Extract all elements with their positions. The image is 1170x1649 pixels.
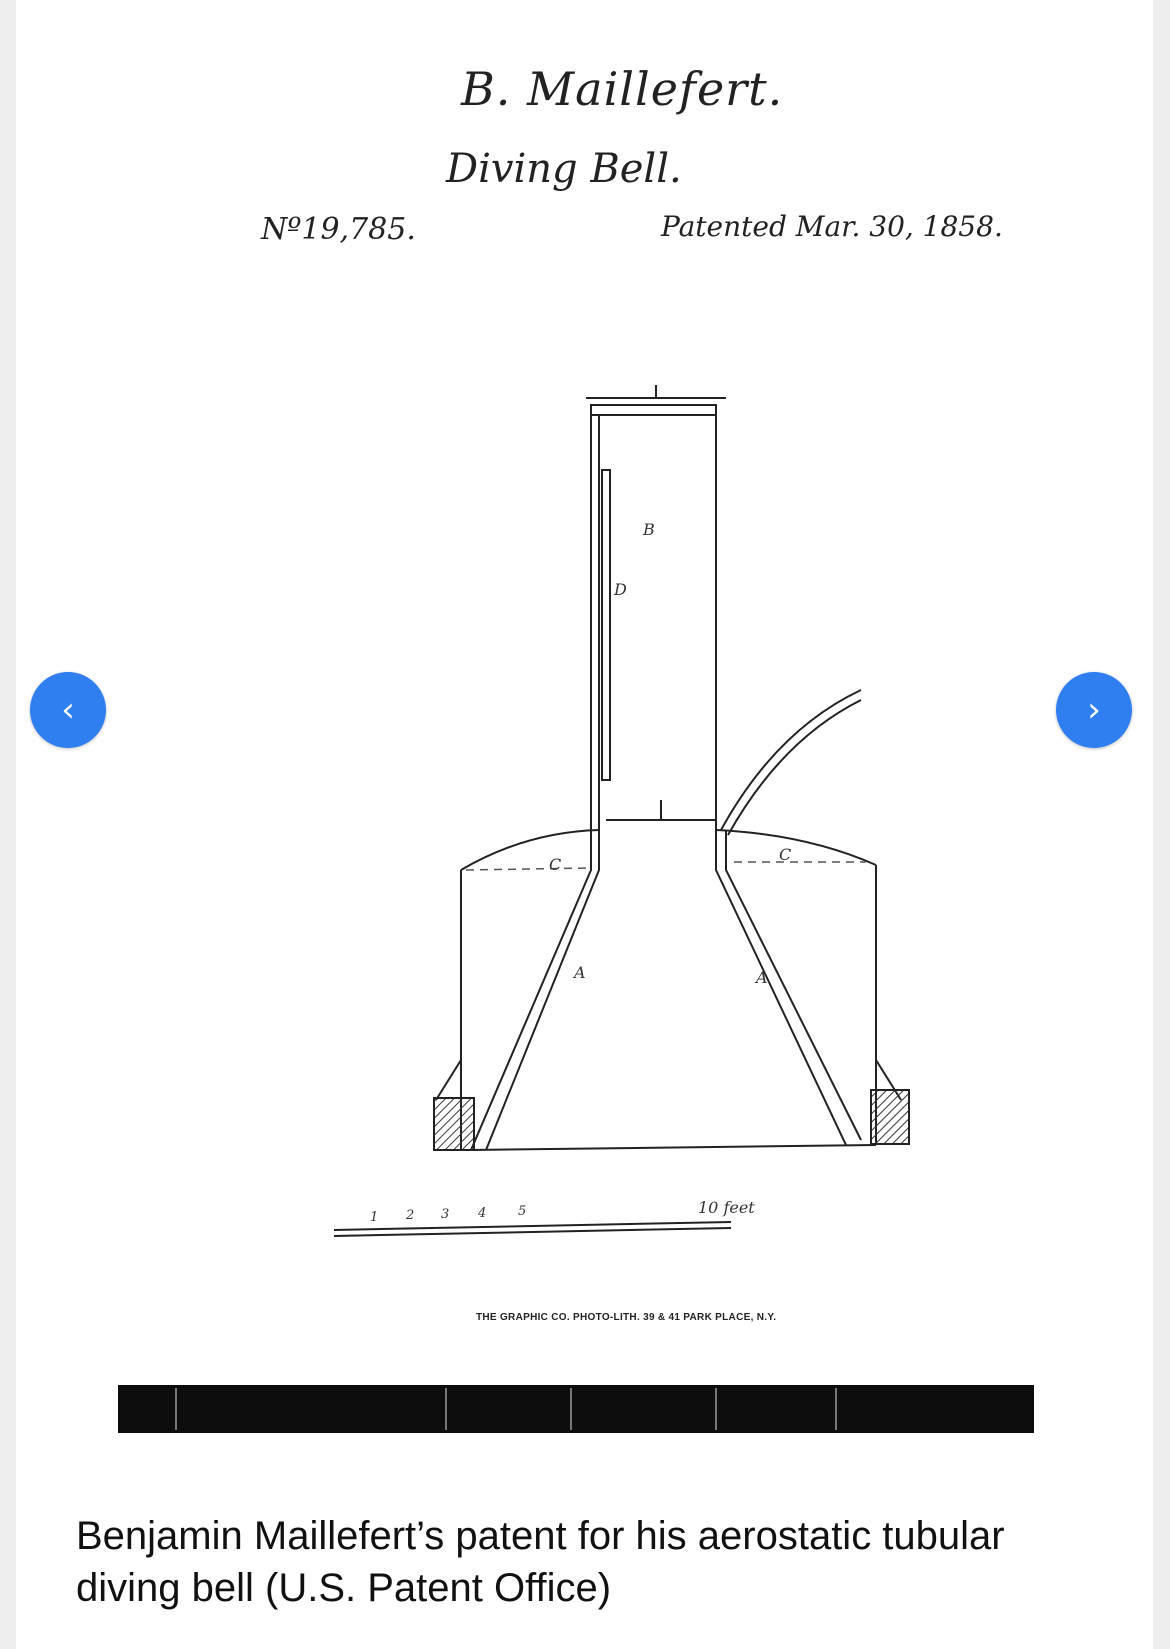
slide-card xyxy=(16,0,1153,1649)
scale-end-label: 10 feet xyxy=(698,1198,755,1217)
base-line xyxy=(471,1145,876,1150)
left-cone-wall xyxy=(486,830,599,1150)
right-cone-wall-outer xyxy=(726,830,861,1140)
right-weight xyxy=(871,1090,909,1144)
part-label-a-right: A xyxy=(756,968,768,987)
scale-tick-4: 4 xyxy=(478,1206,487,1221)
air-hose-inner xyxy=(728,700,861,835)
patent-drawing xyxy=(16,0,1153,1440)
left-cone-wall-outer xyxy=(471,830,591,1150)
right-cone-wall xyxy=(716,830,846,1145)
invention-title: Diving Bell. xyxy=(446,146,682,192)
part-label-a-left: A xyxy=(574,963,586,982)
part-label-d: D xyxy=(614,580,627,599)
scale-tick-3: 3 xyxy=(441,1207,450,1222)
scale-tick-5: 5 xyxy=(518,1204,527,1219)
next-image-button[interactable] xyxy=(1056,672,1132,748)
inventor-signature: B. Maillefert. xyxy=(461,62,784,116)
part-label-c-right: C xyxy=(779,845,792,864)
lithographer-imprint: THE GRAPHIC CO. PHOTO-LITH. 39 & 41 PARK PLACE, N.Y. xyxy=(476,1312,777,1323)
scale-tick-1: 1 xyxy=(370,1210,379,1225)
left-foot-strut xyxy=(436,1060,461,1100)
left-dome xyxy=(461,830,599,870)
part-label-c-left: C xyxy=(549,855,562,874)
scan-strip xyxy=(118,1385,1034,1433)
top-cap xyxy=(591,405,716,415)
shaft-gauge xyxy=(602,470,610,780)
chevron-left-icon: ‹ xyxy=(61,690,75,730)
right-dome xyxy=(716,830,876,865)
chevron-right-icon: › xyxy=(1087,690,1101,730)
left-water-line xyxy=(466,868,591,870)
left-weight xyxy=(434,1098,474,1150)
image-caption: Benjamin Maillefert’s patent for his aerostatic tubular diving bell (U.S. Patent Office) xyxy=(76,1514,1005,1610)
scale-tick-2: 2 xyxy=(406,1208,415,1223)
part-label-b: B xyxy=(643,520,655,539)
patent-number: Nº19,785. xyxy=(261,212,416,247)
previous-image-button[interactable] xyxy=(30,672,106,748)
patent-date: Patented Mar. 30, 1858. xyxy=(661,210,1003,243)
